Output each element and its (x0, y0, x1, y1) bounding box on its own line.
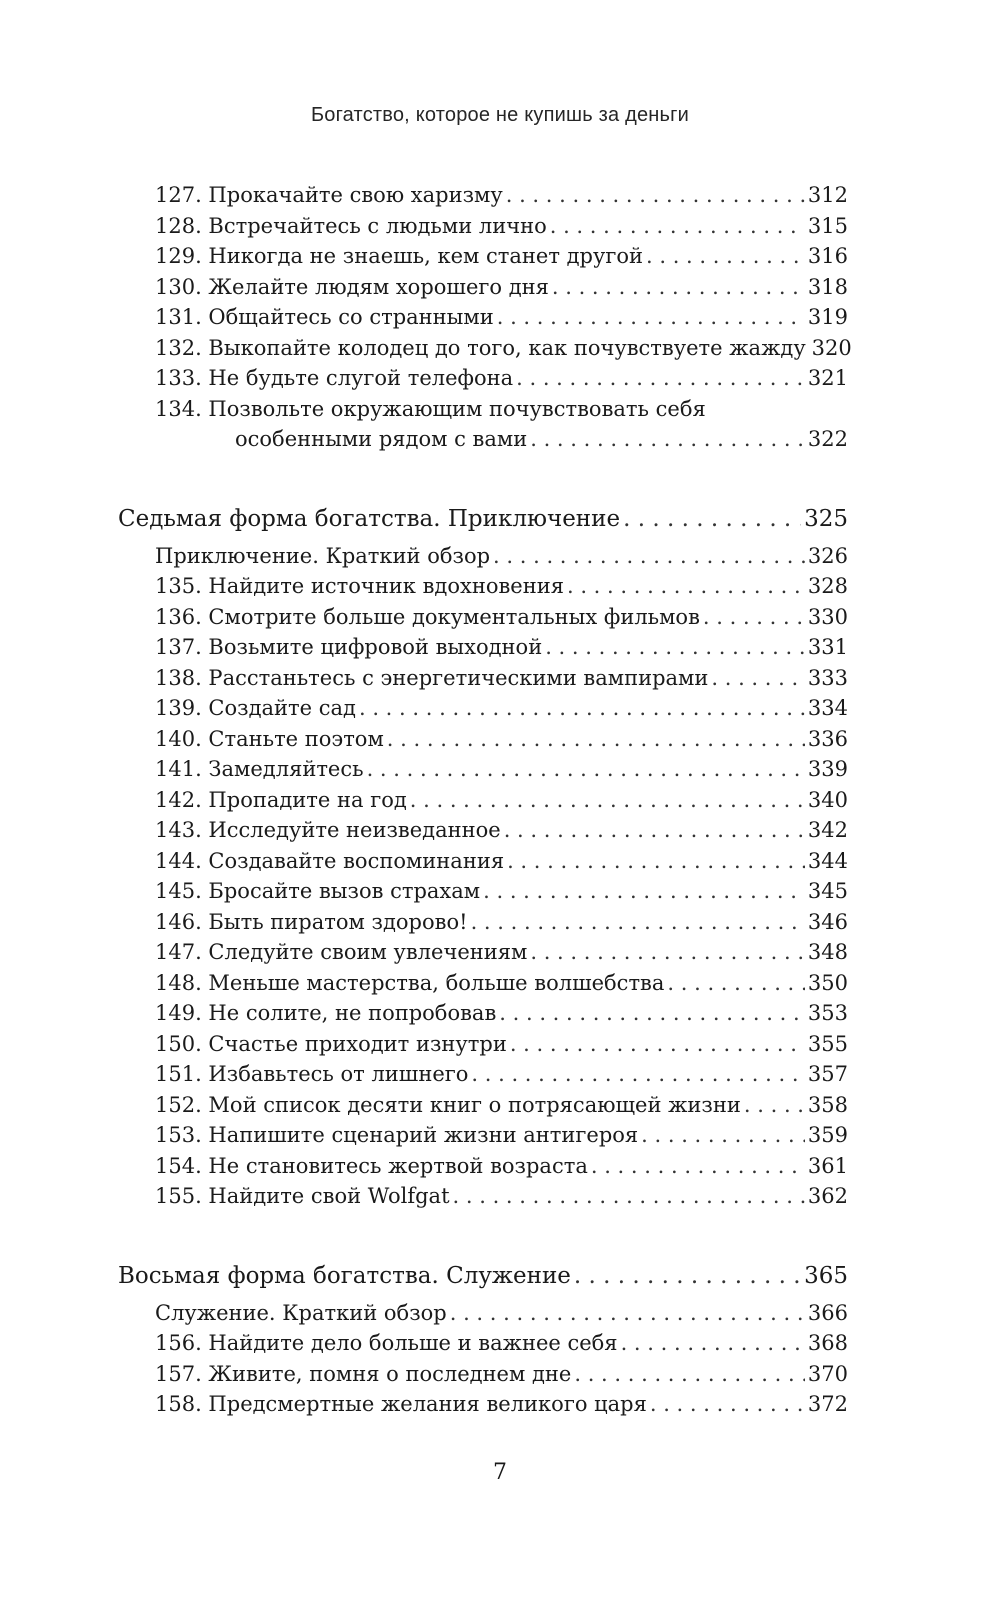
toc-entry (118, 937, 848, 968)
toc-entry-page: 359 (807, 1123, 848, 1147)
chapter-title: Седьмая форма богатства. Приключение (118, 505, 621, 532)
dot-leader (499, 998, 805, 1029)
dot-leader (574, 1258, 801, 1294)
dot-leader (450, 1298, 805, 1329)
toc-entry-title: 130. Желайте людям хорошего дня (155, 274, 549, 299)
toc-entry-page: 312 (807, 183, 848, 207)
toc-entry-title: 129. Никогда не знаешь, кем станет другой (155, 244, 643, 268)
toc-entry (118, 968, 848, 999)
dot-leader (550, 211, 805, 242)
toc-entry (118, 1029, 848, 1060)
toc-entry-title: 153. Напишите сценарий жизни антигероя (155, 1123, 639, 1147)
toc-entry (118, 1298, 848, 1329)
dot-leader (516, 363, 805, 394)
toc-entry (118, 571, 848, 602)
toc-entry (118, 1120, 848, 1151)
dot-leader (667, 968, 805, 999)
toc-entry (118, 724, 848, 755)
running-title: Богатство, которое не купишь за деньги (310, 104, 690, 126)
toc-entry-page: 348 (807, 940, 848, 964)
dot-leader (387, 724, 805, 755)
toc-entry-page: 344 (807, 848, 848, 873)
toc-entry-title: 149. Не солите, не попробовав (155, 1001, 497, 1025)
dot-leader (497, 302, 805, 333)
dot-leader (552, 272, 805, 303)
dot-leader (530, 937, 805, 968)
toc-entry (118, 1181, 848, 1212)
toc-entry-134-line1: 134. Позвольте окружающим почувствовать себя (155, 396, 706, 421)
dot-leader (493, 541, 805, 572)
toc-entry-title: 138. Расстаньтесь с энергетическими вампирами (155, 665, 709, 690)
toc-entry (118, 876, 848, 907)
dot-leader (744, 1090, 805, 1121)
dot-leader (621, 1328, 805, 1359)
toc-entry-page: 320 (811, 335, 852, 360)
toc-entry-page: 326 (807, 543, 848, 568)
toc-entry-page: 340 (807, 787, 848, 812)
dot-leader (453, 1181, 805, 1212)
toc-entry-page: 353 (807, 1001, 848, 1025)
toc-entry (118, 754, 848, 785)
toc-entry (118, 180, 848, 211)
page-number: 7 (493, 1460, 507, 1485)
toc-entry-title: 128. Встречайтесь с людьми лично (155, 213, 547, 238)
toc-entry-page: 339 (807, 757, 848, 781)
section-gap (118, 455, 848, 501)
section-gap (118, 1212, 848, 1258)
toc-entry-page: 355 (807, 1031, 848, 1056)
toc-entry-page: 345 (807, 879, 848, 903)
toc-entry-title: 151. Избавьтесь от лишнего (155, 1062, 469, 1086)
toc-entry (118, 632, 848, 663)
dot-leader (641, 1120, 805, 1151)
toc-entry-page: 333 (807, 665, 848, 690)
toc-entry-page: 368 (807, 1331, 848, 1355)
chapter-items-service (118, 1298, 848, 1420)
dot-leader (591, 1151, 805, 1182)
toc-entry-title: Служение. Краткий обзор (155, 1300, 447, 1325)
toc-entry-title: 154. Не становитесь жертвой возраста (155, 1153, 588, 1178)
toc-entry (118, 272, 848, 303)
dot-leader (703, 602, 805, 633)
chapter-title: Восьмая форма богатства. Служение (118, 1262, 571, 1289)
dot-leader (711, 663, 805, 694)
toc-entry-page: 366 (807, 1300, 848, 1325)
toc-entry-title: 146. Быть пиратом здорово! (155, 909, 468, 934)
toc-entry (118, 907, 848, 938)
toc-entry-page: 322 (807, 427, 848, 451)
toc-entry-title: 141. Замедляйтесь (155, 757, 364, 781)
toc-entry-title: 155. Найдите свой Wolfgat (155, 1184, 450, 1208)
toc-entry (118, 1059, 848, 1090)
toc-entry-page: 328 (807, 574, 848, 598)
chapter-items-adventure (118, 541, 848, 1212)
toc-entry-page: 315 (807, 213, 848, 238)
toc-entry (118, 363, 848, 394)
toc-entry-title: 135. Найдите источник вдохновения (155, 574, 564, 598)
toc-entry-title: 152. Мой список десяти книг о потрясающей жизни (155, 1092, 741, 1117)
toc-entry (118, 1090, 848, 1121)
toc-entry (118, 241, 848, 272)
dot-leader (650, 1389, 805, 1420)
dot-leader (471, 907, 805, 938)
dot-leader (567, 571, 805, 602)
toc-entry (118, 211, 848, 242)
dot-leader (545, 632, 805, 663)
toc-entry-page: 358 (807, 1092, 848, 1117)
toc-entry (118, 541, 848, 572)
dot-leader (359, 693, 805, 724)
dot-leader (574, 1359, 805, 1390)
toc-entry-title: 157. Живите, помня о последнем дне (155, 1361, 572, 1386)
toc-entry-title: 133. Не будьте слугой телефона (155, 366, 514, 390)
toc-entry (118, 998, 848, 1029)
toc-entry-page: 357 (807, 1062, 848, 1086)
toc-entry-title: Приключение. Краткий обзор (155, 543, 491, 568)
toc-entry-page: 321 (807, 366, 848, 390)
toc-entry (118, 333, 852, 364)
toc-entry (118, 1359, 848, 1390)
toc-entry (118, 663, 848, 694)
toc-entry (118, 602, 848, 633)
toc-entry-title: 145. Бросайте вызов страхам (155, 879, 481, 903)
dot-leader (646, 241, 805, 272)
chapter-page: 325 (804, 505, 848, 532)
toc-entry (118, 1389, 848, 1420)
toc-entry (118, 815, 848, 846)
toc-entry-title: 131. Общайтесь со странными (155, 305, 494, 329)
dot-leader (530, 424, 805, 455)
table-of-contents (118, 180, 852, 1420)
toc-entry-page: 361 (807, 1153, 848, 1178)
toc-entry-title: 142. Пропадите на год (155, 787, 407, 812)
dot-leader (471, 1059, 805, 1090)
toc-entry-title: 148. Меньше мастерства, больше волшебства (155, 970, 665, 995)
toc-entry-page: 336 (807, 726, 848, 751)
toc-entry-title: 137. Возьмите цифровой выходной (155, 635, 543, 659)
toc-entry-page: 362 (807, 1184, 848, 1208)
dot-leader (504, 815, 805, 846)
dot-leader (506, 180, 805, 211)
toc-entry-page: 331 (807, 635, 848, 659)
toc-entry-page: 318 (807, 274, 848, 299)
toc-entry-title: 156. Найдите дело больше и важнее себя (155, 1331, 618, 1355)
toc-entry (118, 846, 848, 877)
toc-entry-page: 342 (807, 818, 848, 842)
toc-entry-title: 158. Предсмертные желания великого царя (155, 1392, 647, 1416)
chapter-heading-service (118, 1258, 848, 1294)
toc-entry-title: 136. Смотрите больше документальных фильмов (155, 604, 700, 629)
dot-leader (367, 754, 805, 785)
dot-leader (507, 846, 805, 877)
toc-entry (118, 785, 848, 816)
toc-entry (118, 302, 848, 333)
toc-entry-title: 144. Создавайте воспоминания (155, 848, 505, 873)
toc-entry-134 (118, 424, 848, 455)
toc-entry (118, 693, 848, 724)
dot-leader (623, 501, 801, 537)
dot-leader (510, 1029, 805, 1060)
toc-entry-title: 140. Станьте поэтом (155, 726, 384, 751)
toc-entry-title: 143. Исследуйте неизведанное (155, 818, 501, 842)
toc-entry-title: 127. Прокачайте свою харизму (155, 183, 503, 207)
toc-entry-page: 319 (807, 305, 848, 329)
toc-entry-page: 370 (807, 1361, 848, 1386)
toc-entry (118, 1151, 848, 1182)
toc-entry-page: 346 (807, 909, 848, 934)
toc-entry-page: 330 (807, 604, 848, 629)
toc-entry-page: 334 (807, 696, 848, 720)
toc-entry-page: 350 (807, 970, 848, 995)
chapter-heading-adventure (118, 501, 848, 537)
toc-entry-title: 147. Следуйте своим увлечениям (155, 940, 528, 964)
toc-entry-title: 139. Создайте сад (155, 696, 356, 720)
toc-entry-page: 316 (807, 244, 848, 268)
toc-entry-page: 372 (807, 1392, 848, 1416)
toc-entry-title: 150. Счастье приходит изнутри (155, 1031, 507, 1056)
toc-entry (118, 1328, 848, 1359)
dot-leader (410, 785, 805, 816)
dot-leader (483, 876, 805, 907)
toc-group-list (118, 180, 852, 394)
toc-entry-title: особенными рядом с вами (235, 427, 528, 451)
toc-entry-title: 132. Выкопайте колодец до того, как почувствуете жажду (155, 335, 806, 360)
chapter-page: 365 (804, 1262, 848, 1289)
